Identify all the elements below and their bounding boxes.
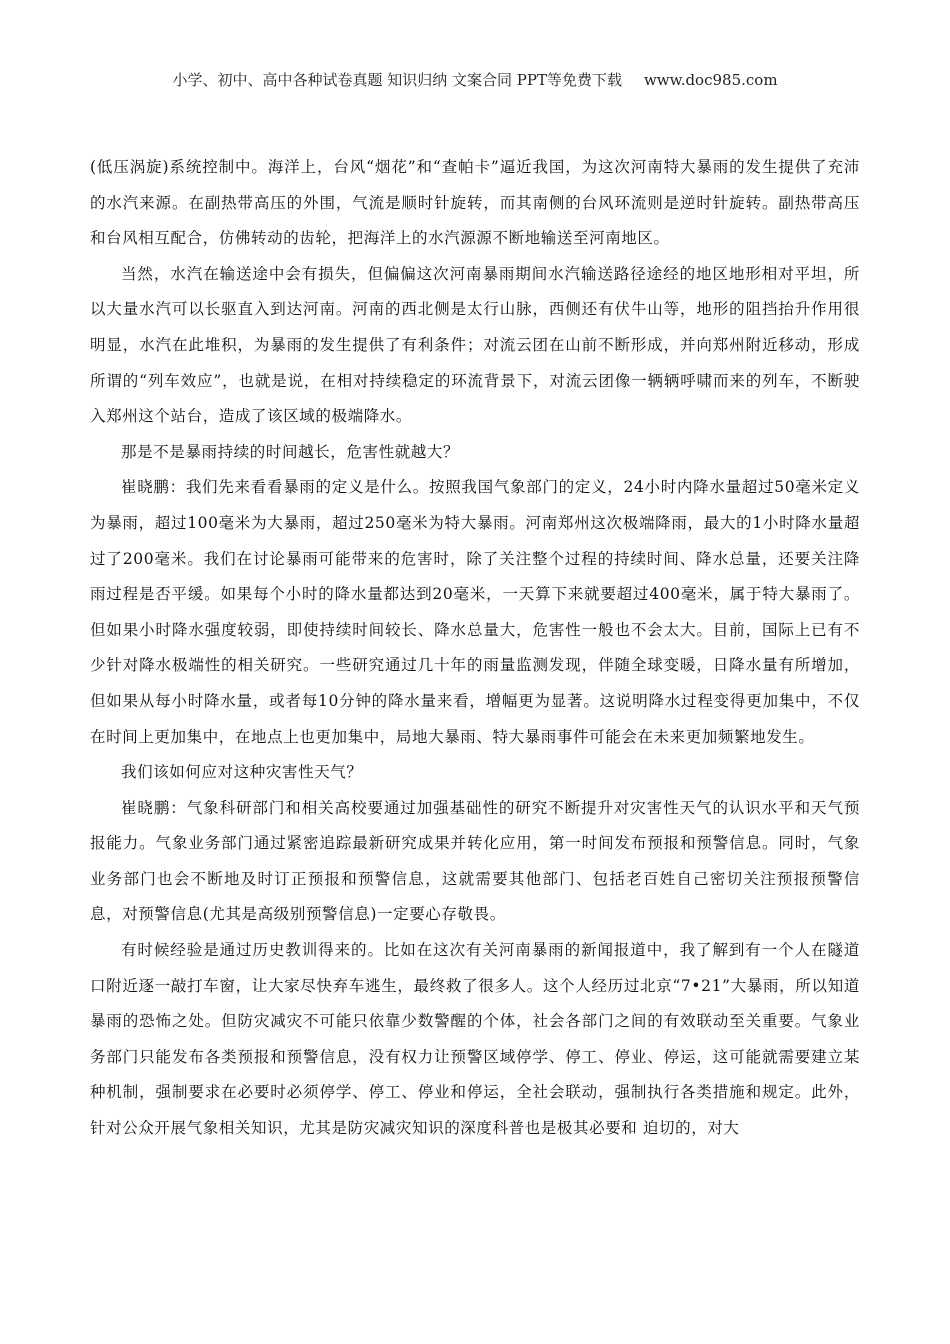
answer-1: 崔晓鹏：我们先来看看暴雨的定义是什么。按照我国气象部门的定义，24小时内降水量超过50毫米定义为暴雨，超过100毫米为大暴雨，超过250毫米为特大暴雨。河南郑州这次极端降雨，最大的1小时降水量超过了200毫米。我们在讨论暴雨可能带来的危害时，除了关注整个过程的持续时间、降水总量，还要关注降雨过程是否平缓。如果每个小时的降水量都达到20毫米，一天算下来就要超过400毫米，属于特大暴雨了。但如果小时降水强度较弱，即使持续时间较长、降水总量大，危害性一般也不会太大。目前，国际上已有不少针对降水极端性的相关研究。一些研究通过几十年的雨量监测发现，伴随全球变暖，日降水量有所增加，但如果从每小时降水量，或者每10分钟的降水量来看，增幅更为显著。这说明降水过程变得更加集中，不仅在时间上更加集中，在地点上也更加集中，局地大暴雨、特大暴雨事件可能会在未来更加频繁地发生。: [90, 478, 860, 746]
answer-2: 崔晓鹏：气象科研部门和相关高校要通过加强基础性的研究不断提升对灾害性天气的认识水平和天气预报能力。气象业务部门通过紧密追踪最新研究成果并转化应用，第一时间发布预报和预警信息。同时，气象业务部门也会不断地及时订正预报和预警信息，这就需要其他部门、包括老百姓自己密切关注预报预警信息，对预警信息(尤其是高级别预警信息)一定要心存敬畏。: [90, 798, 860, 924]
paragraph-1: (低压涡旋)系统控制中。海洋上，台风“烟花”和“查帕卡”逼近我国，为这次河南特大暴雨的发生提供了充沛的水汽来源。在副热带高压的外围，气流是顺时针旋转，而其南侧的台风环流则是逆时针旋转。副热带高压和台风相互配合，仿佛转动的齿轮，把海洋上的水汽源源不断地输送至河南地区。: [90, 158, 860, 248]
article-body: [90, 150, 860, 1147]
paragraph-2: 当然，水汽在输送途中会有损失，但偏偏这次河南暴雨期间水汽输送路径途经的地区地形相对平坦，所以大量水汽可以长驱直入到达河南。河南的西北侧是太行山脉，西侧还有伏牛山等，地形的阻挡抬升作用很明显，水汽在此堆积，为暴雨的发生提供了有利条件；对流云团在山前不断形成，并向郑州附近移动，形成所谓的“列车效应”，也就是说，在相对持续稳定的环流背景下，对流云团像一辆辆呼啸而来的列车，不断驶入郑州这个站台，造成了该区域的极端降水。: [90, 264, 860, 426]
header-url[interactable]: www.doc985.com: [643, 71, 778, 89]
header-text: 小学、初中、高中各种试卷真题 知识归纳 文案合同 PPT等免费下载: [172, 71, 622, 89]
paragraph-7: 有时候经验是通过历史教训得来的。比如在这次有关河南暴雨的新闻报道中，我了解到有一个人在隧道口附近逐一敲打车窗，让大家尽快弃车逃生，最终救了很多人。这个人经历过北京“7•21”大暴雨，所以知道暴雨的恐怖之处。但防灾减灾不可能只依靠少数警醒的个体，社会各部门之间的有效联动至关重要。气象业务部门只能发布各类预报和预警信息，没有权力让预警区域停学、停工、停业、停运，这可能就需要建立某种机制，强制要求在必要时必须停学、停工、停业和停运，全社会联动，强制执行各类措施和规定。此外，针对公众开展气象相关知识，尤其是防灾减灾知识的深度科普也是极其必要和 迫切的，对大: [90, 941, 860, 1138]
page-header: [0, 69, 950, 91]
question-1: 那是不是暴雨持续的时间越长，危害性就越大？: [121, 442, 460, 461]
question-2: 我们该如何应对这种灾害性天气？: [121, 763, 363, 782]
